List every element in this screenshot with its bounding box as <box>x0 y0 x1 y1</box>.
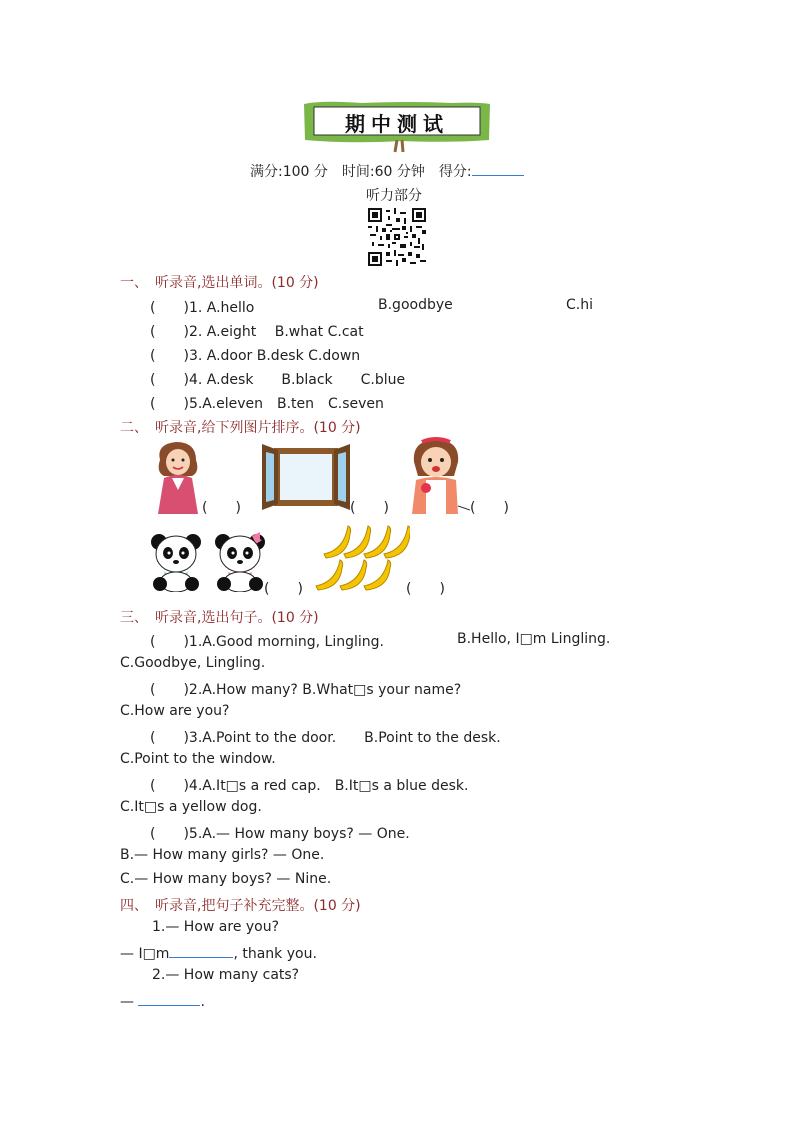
s1-item2-text: 2. A.eight B.what C.cat <box>188 324 364 340</box>
title-plate <box>302 100 492 142</box>
s3-item2-line2: C.How are you? <box>120 703 230 719</box>
s4-answer1-pre: — I□m <box>120 946 170 962</box>
s2-paren-2[interactable]: ( ) <box>350 500 389 516</box>
panda-picture-2 <box>214 532 266 592</box>
s4-answer1-blank[interactable] <box>169 943 233 958</box>
s4-answer2 <box>120 991 205 1010</box>
s3-item1-line1: ( )1.A.Good morning, Lingling. <box>150 634 384 650</box>
s1-item3-text: 3. A.door B.desk C.down <box>188 348 361 364</box>
section4-heading: 四、 听录音,把句子补充完整。(10 分) <box>120 898 361 914</box>
s3-item2-line1: ( )2.A.How many? B.What□s your name? <box>150 682 462 698</box>
section2-heading: 二、 听录音,给下列图片排序。(10 分) <box>120 420 361 436</box>
s3-item5-line1: ( )5.A.— How many boys? — One. <box>150 826 410 842</box>
s1-item5-text: 5.A.eleven B.ten C.seven <box>188 396 384 412</box>
s1-item3-paren[interactable]: ( ) <box>150 348 189 364</box>
page-title: 期中测试 <box>345 112 449 136</box>
listening-part-label: 听力部分 <box>366 188 422 204</box>
bananas-picture <box>314 522 410 592</box>
section1-heading: 一、 听录音,选出单词。(10 分) <box>120 275 319 291</box>
s3-item1-line2: C.Goodbye, Lingling. <box>120 655 266 671</box>
score-info-text: 满分:100 分 时间:60 分钟 得分: <box>250 164 472 180</box>
panda-picture-1 <box>150 532 202 592</box>
s3-item4-line1: ( )4.A.It□s a red cap. B.It□s a blue desk. <box>150 778 469 794</box>
s4-answer1 <box>120 943 317 962</box>
teacher-picture <box>152 438 204 514</box>
s4-answer2-pre: — <box>120 994 134 1010</box>
score-info <box>250 161 524 181</box>
s4-answer2-post: . <box>200 994 205 1010</box>
s3-item3-line1: ( )3.A.Point to the door. B.Point to the desk. <box>150 730 501 746</box>
s1-item4-text: 4. A.desk B.black C.blue <box>188 372 406 388</box>
s1-item1 <box>150 297 254 317</box>
s1-item5 <box>150 393 384 413</box>
s3-item3-line2: C.Point to the window. <box>120 751 276 767</box>
s2-paren-3[interactable]: ( ) <box>470 500 509 516</box>
s3-item5-line3: C.— How many boys? — Nine. <box>120 871 332 887</box>
s1-item1-a: 1. A.hello <box>188 300 255 316</box>
s4-question2: 2.— How many cats? <box>152 967 300 983</box>
score-blank[interactable] <box>472 161 524 176</box>
s4-answer1-post: , thank you. <box>233 946 317 962</box>
s1-item1-c: C.hi <box>566 297 593 313</box>
s1-item1-b: B.goodbye <box>378 297 453 313</box>
qr-code-icon <box>368 208 426 266</box>
s1-item2 <box>150 321 364 341</box>
girl-picture <box>404 436 470 514</box>
section3-heading: 三、 听录音,选出句子。(10 分) <box>120 610 319 626</box>
s3-item1-option-b: B.Hello, I□m Lingling. <box>457 631 611 647</box>
s1-item4 <box>150 369 405 389</box>
s1-item1-paren[interactable]: ( ) <box>150 300 189 316</box>
s3-item4-line2: C.It□s a yellow dog. <box>120 799 262 815</box>
s1-item4-paren[interactable]: ( ) <box>150 372 189 388</box>
s2-paren-4[interactable]: ( ) <box>264 581 303 597</box>
s4-answer2-blank[interactable] <box>138 991 200 1006</box>
s1-item5-paren[interactable]: ( ) <box>150 396 189 412</box>
window-picture <box>260 444 352 510</box>
s1-item3 <box>150 345 360 365</box>
s3-item5-line2: B.— How many girls? — One. <box>120 847 325 863</box>
s2-paren-1[interactable]: ( ) <box>202 500 241 516</box>
s4-question1: 1.— How are you? <box>152 919 280 935</box>
s1-item2-paren[interactable]: ( ) <box>150 324 189 340</box>
s2-paren-5[interactable]: ( ) <box>406 581 445 597</box>
